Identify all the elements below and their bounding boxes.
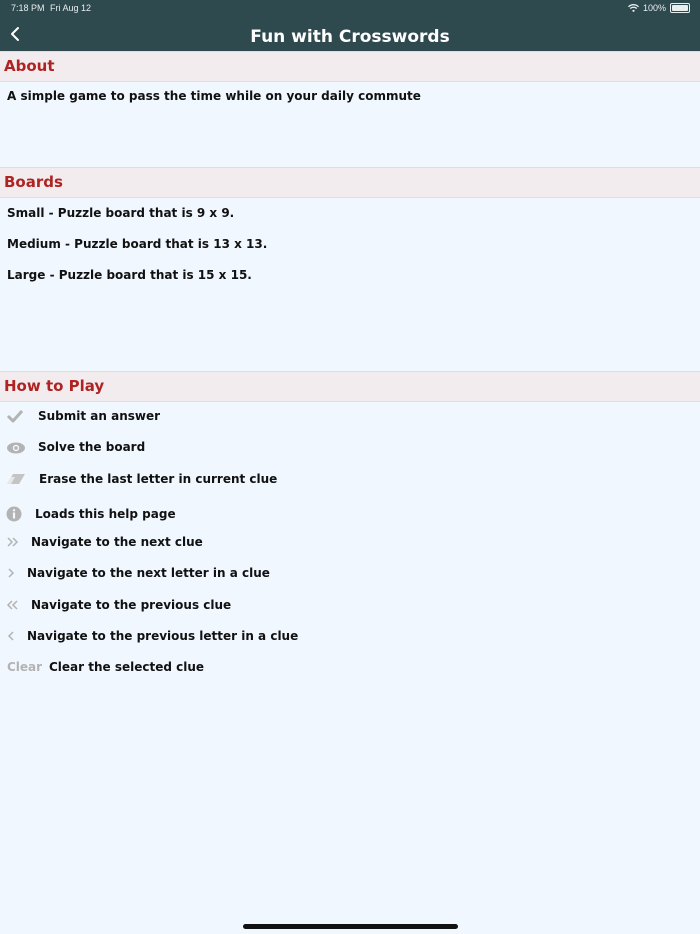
howto-solve-text: Solve the board xyxy=(38,440,146,454)
about-header-label: About xyxy=(4,57,55,75)
status-bar xyxy=(0,0,700,18)
double-chevron-right-icon xyxy=(6,536,20,548)
howto-clear-text: Clear the selected clue xyxy=(49,660,205,674)
home-indicator[interactable] xyxy=(243,924,458,929)
eye-icon xyxy=(6,441,26,455)
status-right xyxy=(628,3,690,13)
about-text: A simple game to pass the time while on your daily commute xyxy=(7,89,421,103)
eraser-icon xyxy=(6,472,26,486)
wifi-icon xyxy=(628,4,639,12)
clear-icon: Clear xyxy=(7,660,43,674)
howto-header-label: How to Play xyxy=(4,377,105,395)
double-chevron-left-icon xyxy=(6,599,20,611)
battery-percent: 100% xyxy=(642,3,666,13)
howto-section-header xyxy=(0,371,700,402)
chevron-right-icon xyxy=(6,567,16,579)
howto-previous-letter-text: Navigate to the previous letter in a clue xyxy=(27,629,299,643)
navigation-bar xyxy=(0,18,700,52)
status-time: 7:18 PM xyxy=(11,3,45,13)
boards-section-header xyxy=(0,167,700,198)
battery-icon xyxy=(670,3,690,13)
howto-next-letter-text: Navigate to the next letter in a clue xyxy=(27,566,270,580)
boards-header-label: Boards xyxy=(4,173,63,191)
board-small-text: Small - Puzzle board that is 9 x 9. xyxy=(7,206,235,220)
chevron-left-icon xyxy=(6,630,16,642)
howto-erase-text: Erase the last letter in current clue xyxy=(39,472,278,486)
board-medium-text: Medium - Puzzle board that is 13 x 13. xyxy=(7,237,268,251)
info-icon xyxy=(6,506,22,522)
howto-submit-text: Submit an answer xyxy=(38,409,161,423)
howto-next-clue-text: Navigate to the next clue xyxy=(31,535,203,549)
board-large-text: Large - Puzzle board that is 15 x 15. xyxy=(7,268,252,282)
checkmark-icon xyxy=(6,409,24,423)
status-date: Fri Aug 12 xyxy=(50,3,92,13)
page-title: Fun with Crosswords xyxy=(250,27,450,47)
about-section-header xyxy=(0,51,700,82)
howto-info-text: Loads this help page xyxy=(35,507,176,521)
howto-previous-clue-text: Navigate to the previous clue xyxy=(31,598,232,612)
